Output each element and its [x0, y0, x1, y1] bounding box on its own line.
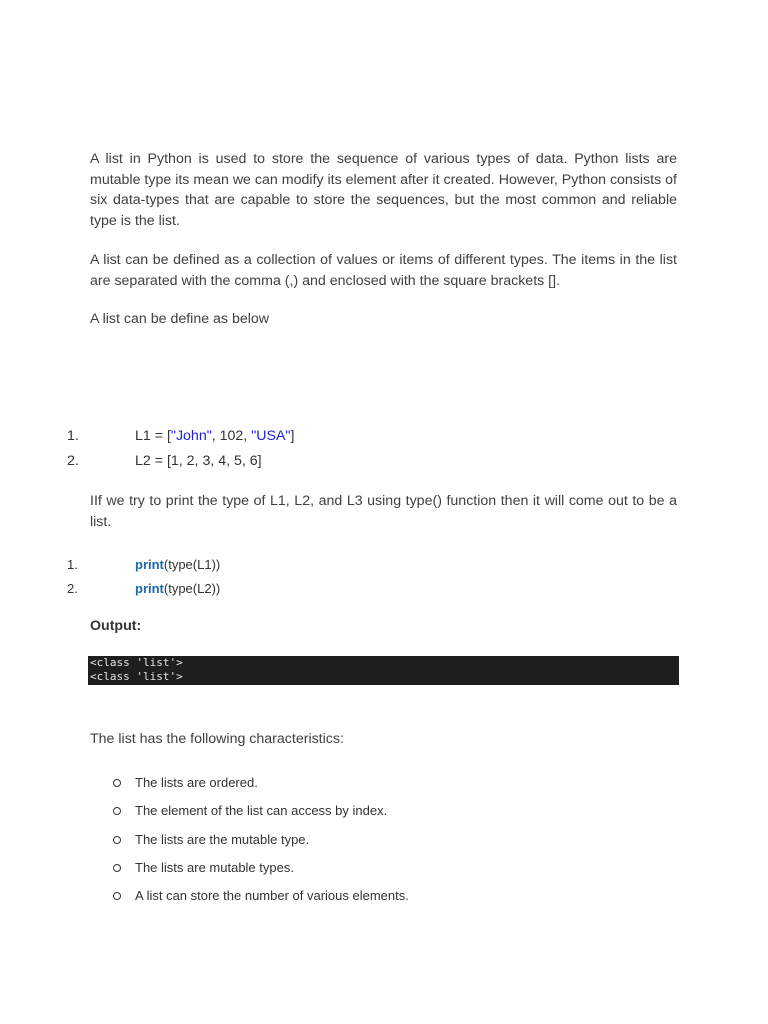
list-item-text: The lists are the mutable type.: [135, 832, 310, 847]
code-line: [135, 428, 294, 444]
code-line: [135, 581, 220, 596]
code-line: [135, 557, 220, 572]
list-item: [0, 803, 768, 823]
list-item-text: The element of the list can access by index.: [135, 803, 388, 818]
list-item: [0, 832, 768, 852]
code-text: (type(L2)): [163, 581, 221, 596]
intro-paragraph-3: A list can be define as below: [90, 311, 270, 327]
circle-bullet-icon: [113, 807, 121, 815]
code-text: ]: [290, 428, 295, 444]
print-list-item: [0, 557, 768, 579]
circle-bullet-icon: [113, 779, 121, 787]
output-line: <class 'list'>: [90, 670, 183, 683]
code-keyword: print: [135, 557, 164, 572]
list-number: 1.: [67, 557, 78, 572]
output-console: [88, 656, 679, 685]
list-item-text: A list can store the number of various elements.: [135, 888, 409, 903]
output-line: <class 'list'>: [90, 656, 183, 669]
list-item: [0, 888, 768, 908]
circle-bullet-icon: [113, 864, 121, 872]
list-item-text: The lists are ordered.: [135, 775, 258, 790]
code-text: L1 = [: [135, 428, 171, 444]
circle-bullet-icon: [113, 836, 121, 844]
type-paragraph: IIf we try to print the type of L1, L2, and L3 using type() function then it will come out to be a list.: [90, 493, 677, 530]
intro-paragraph-2: A list can be defined as a collection of values or items of different types. The items in the list are separated with the comma (,) and enclosed with the square brackets [].: [90, 252, 677, 289]
output-label: Output:: [90, 618, 142, 634]
code-text: , 102,: [211, 428, 252, 444]
code-keyword: print: [135, 581, 164, 596]
code-text: (type(L1)): [163, 557, 221, 572]
list-number: 2.: [67, 581, 78, 596]
code-list-item: [0, 428, 768, 450]
circle-bullet-icon: [113, 892, 121, 900]
list-number: 1.: [67, 428, 79, 444]
intro-paragraph-1: A list in Python is used to store the sequence of various types of data. Python lists are mutable type its mean we can modify its element after it created. However, Python consists of six data-types that are capable to store the sequences, but the most common and reliable type is the list.: [90, 151, 677, 229]
list-item: [0, 775, 768, 795]
code-string: "John": [170, 428, 212, 444]
code-line: L2 = [1, 2, 3, 4, 5, 6]: [135, 453, 262, 469]
list-item-text: The lists are mutable types.: [135, 860, 294, 875]
list-number: 2.: [67, 453, 79, 469]
characteristics-heading: The list has the following characteristics:: [90, 731, 344, 747]
print-list-item: [0, 581, 768, 603]
code-string: "USA": [251, 428, 291, 444]
list-item: [0, 860, 768, 880]
code-list-item: [0, 453, 768, 475]
